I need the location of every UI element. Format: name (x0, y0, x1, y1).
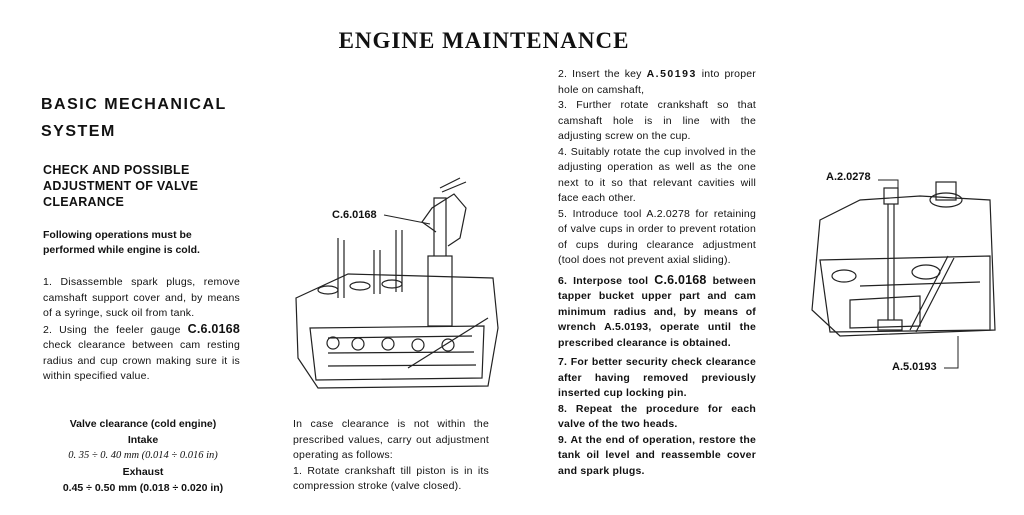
step-2-key-text-a: 2. Insert the key (558, 68, 647, 80)
section-title-line2: SYSTEM (41, 123, 116, 140)
step-2-text-a: 2. Using the feeler gauge (43, 323, 188, 336)
step-4: 4. Suitably rotate the cup involved in the adjusting operation as well as the one next to it so that relevant cavities will face each other. (558, 145, 756, 204)
figure-retaining-tool (800, 160, 1000, 380)
subsection-title (43, 162, 198, 210)
feeler-gauge-code: C.6.0168 (187, 321, 240, 336)
step-2-key-text-b: into proper hole on camshaft, (558, 68, 756, 96)
page-title: ENGINE MAINTENANCE (338, 28, 630, 53)
step-7: 7. For better security check clearance after having removed previously inserted cup locking pin. (558, 356, 756, 399)
subsection-title-line2: ADJUSTMENT OF VALVE (43, 179, 199, 193)
step-6 (558, 273, 756, 352)
step-2 (43, 322, 240, 385)
subsection-title-line1: CHECK AND POSSIBLE (43, 163, 190, 177)
step-6-text-b: between tapper bucket upper part and cam minimum radius and, by means of wrench A.5.0193, operate until the prescribed clearance is obtained. (558, 274, 756, 349)
step-1-rotate: 1. Rotate crankshaft till piston is in its compression stroke (valve closed). (293, 464, 489, 492)
spec-exhaust-label: Exhaust (122, 466, 164, 478)
step-8: 8. Repeat the procedure for each valve of the two heads. (558, 402, 756, 430)
figure-2-label-top: A.2.0278 (826, 171, 871, 183)
interpose-tool-code: C.6.0168 (654, 272, 707, 287)
adjustment-intro: In case clearance is not within the prescribed values, carry out adjustment operating as follows: (293, 418, 489, 461)
spec-heading: Valve clearance (cold engine) (69, 418, 217, 430)
step-1: 1. Disassemble spark plugs, remove camshaft support cover and, by means of a syringe, suck oil from tank. (43, 276, 240, 319)
figure-1-label: C.6.0168 (332, 209, 377, 221)
step-2-insert-key (558, 67, 756, 98)
section-title-line1: BASIC MECHANICAL (41, 96, 227, 113)
spec-intake-label: Intake (127, 434, 159, 446)
section-title (41, 91, 227, 145)
steps-column-3 (558, 67, 756, 479)
spec-exhaust-value: 0.45 ÷ 0.50 mm (0.018 ÷ 0.020 in) (62, 482, 224, 494)
steps-column-1 (43, 275, 240, 385)
step-3: 3. Further rotate crankshaft so that camshaft hole is in line with the adjusting screw on the cup. (558, 99, 756, 142)
steps-column-2 (293, 417, 489, 495)
valve-clearance-spec (43, 416, 243, 496)
key-code: A.50193 (646, 68, 697, 80)
step-6-text-a: 6. Interpose tool (558, 274, 655, 287)
figure-2-label-bottom: A.5.0193 (892, 361, 937, 373)
step-9: 9. At the end of operation, restore the tank oil level and reassemble cover and spark plugs. (558, 433, 756, 477)
step-5: 5. Introduce tool A.2.0278 for retaining of valve cups in order to prevent rotation of cups during clearance adjustment (tool does not prevent axial sliding). (558, 207, 756, 266)
subsection-title-line3: CLEARANCE (43, 195, 125, 209)
step-2-text-b: check clearance between cam resting radius and cup crown making sure it is within specified value. (43, 339, 240, 382)
spec-intake-value: 0. 35 ÷ 0. 40 mm (0.014 ÷ 0.016 in) (68, 450, 218, 461)
cold-engine-note: Following operations must be performed while engine is cold. (43, 229, 200, 256)
figure-feeler-gauge (288, 168, 508, 400)
